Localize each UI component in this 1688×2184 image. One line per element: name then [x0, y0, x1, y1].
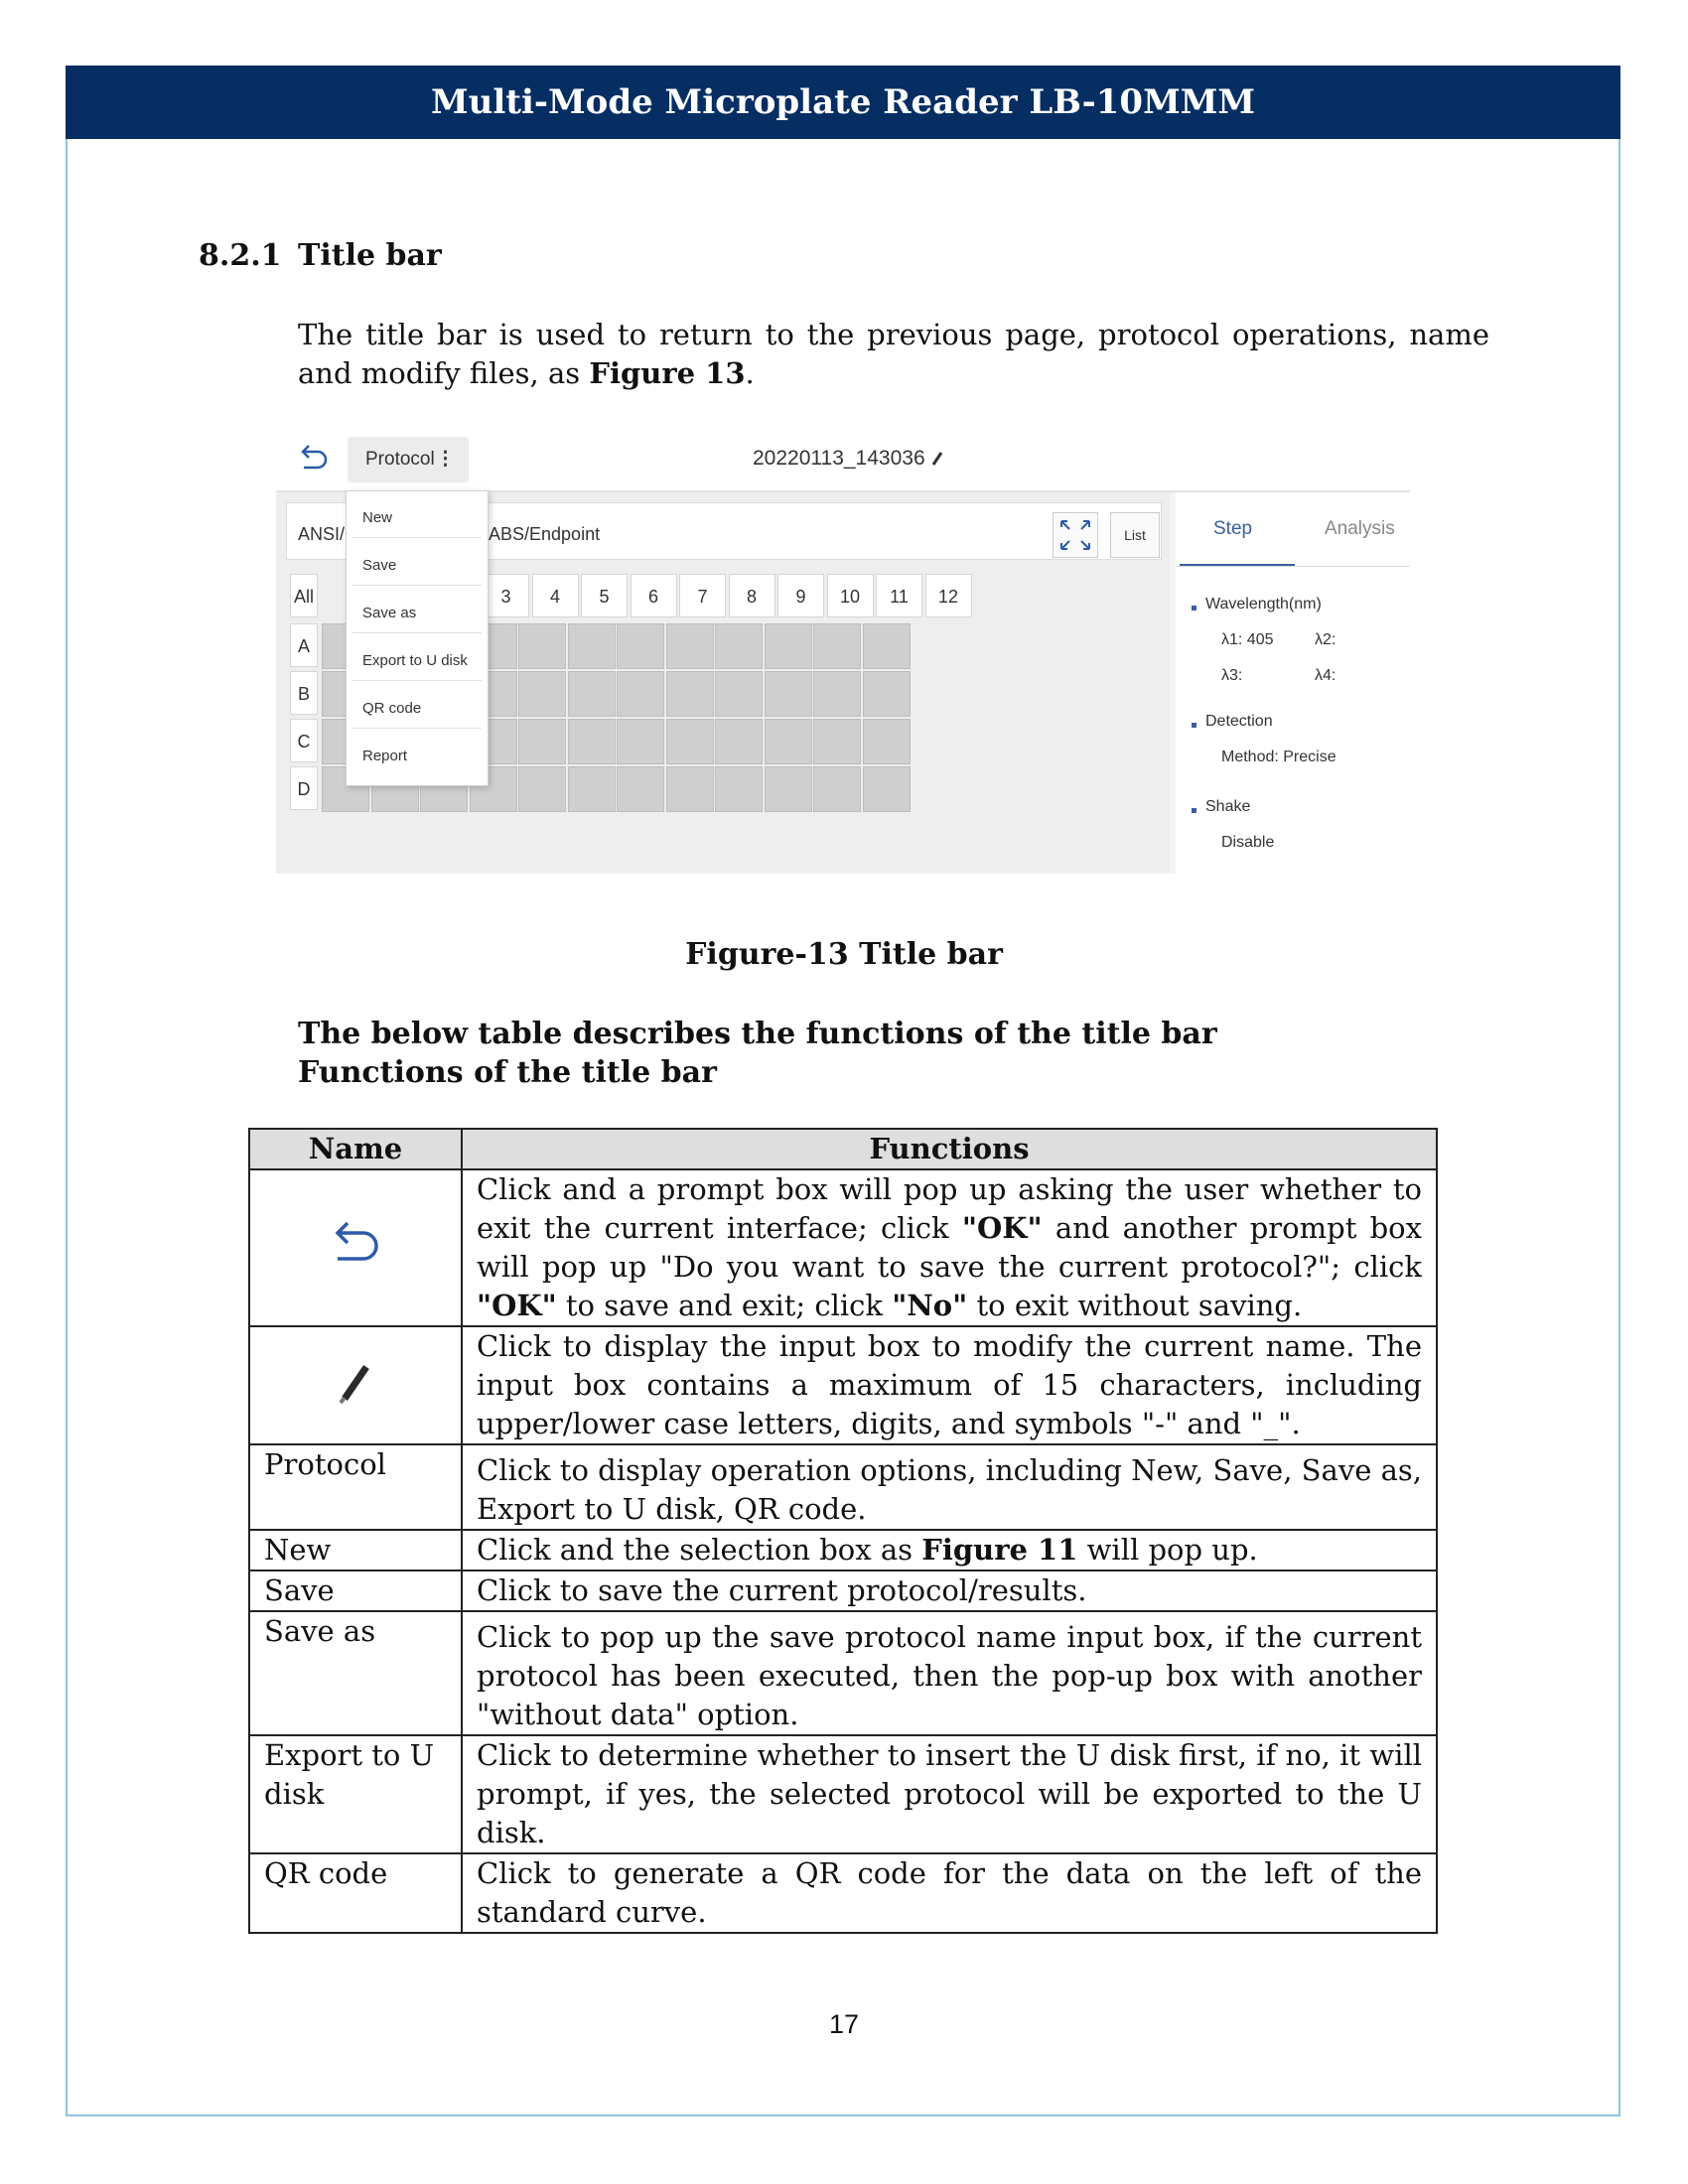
- plate-well[interactable]: [568, 623, 616, 669]
- plate-well[interactable]: [863, 719, 911, 764]
- menu-item-qr-code[interactable]: QR code: [362, 700, 422, 717]
- column-header[interactable]: 7: [679, 574, 726, 617]
- plate-well[interactable]: [568, 671, 616, 717]
- functions-table: [248, 1128, 1438, 1934]
- protocol-label: Protocol: [365, 449, 435, 470]
- plate-well[interactable]: [813, 623, 861, 669]
- fn-text: will pop up.: [1077, 1533, 1258, 1567]
- fn-text: to save and exit; click: [556, 1289, 893, 1322]
- figure-caption: Figure-13 Title bar: [685, 937, 1003, 972]
- intro-end: .: [745, 356, 755, 390]
- menu-item-save-as[interactable]: Save as: [362, 605, 417, 621]
- menu-separator: [352, 537, 482, 538]
- column-header[interactable]: 6: [631, 574, 677, 617]
- intro-figure-ref: Figure 13: [589, 356, 746, 390]
- file-name[interactable]: [753, 447, 944, 471]
- plate-well[interactable]: [715, 719, 763, 764]
- plate-well[interactable]: [666, 671, 714, 717]
- shake-value: Disable: [1221, 834, 1275, 851]
- bullet-icon: [1192, 808, 1196, 813]
- tab-analysis[interactable]: Analysis: [1325, 518, 1395, 539]
- plate-well[interactable]: [518, 766, 566, 812]
- plate-well[interactable]: [666, 623, 714, 669]
- table-row: [249, 1853, 1437, 1933]
- plate-well[interactable]: [765, 766, 812, 812]
- lambda3-value: λ3:: [1221, 667, 1243, 684]
- table-row: [249, 1169, 1437, 1326]
- header-functions: Functions: [462, 1129, 1437, 1169]
- section-heading: [199, 238, 442, 273]
- list-view-button[interactable]: List: [1110, 512, 1160, 558]
- plate-well[interactable]: [765, 623, 812, 669]
- function-cell: Click to save the current protocol/results.: [462, 1570, 1437, 1611]
- page-number: 17: [828, 2009, 860, 2039]
- intro-text: The title bar is used to return to the previous page, protocol operations, name and modify files, as: [298, 318, 1489, 390]
- menu-item-new[interactable]: New: [362, 509, 393, 526]
- table-row: [249, 1735, 1437, 1853]
- section-title: Title bar: [298, 238, 442, 273]
- lambda2-value: λ2:: [1315, 631, 1336, 648]
- read-mode-label: ABS/Endpoint: [489, 524, 601, 544]
- bullet-icon: [1192, 606, 1196, 611]
- fn-text: Click and the selection box as: [477, 1533, 922, 1567]
- function-cell: Click to display the input box to modify the current name. The input box contains a maximum of 15 characters, including upper/lower case letters, digits, and symbols "-" and "_".: [462, 1326, 1437, 1444]
- column-header[interactable]: 12: [925, 574, 972, 617]
- fn-bold: "OK": [477, 1289, 557, 1322]
- side-panel: [1176, 492, 1410, 874]
- lambda1-value: λ1: 405: [1221, 631, 1274, 648]
- expand-icon[interactable]: [1053, 512, 1098, 558]
- fn-bold: "No": [892, 1289, 968, 1322]
- menu-separator: [352, 680, 482, 681]
- plate-well[interactable]: [863, 766, 911, 812]
- function-cell: Click to determine whether to insert the U disk first, if no, it will prompt, if yes, the selected protocol will be exported to the U disk.: [462, 1735, 1437, 1853]
- plate-well[interactable]: [715, 671, 763, 717]
- plate-well[interactable]: [813, 719, 861, 764]
- figure-13-screenshot: [276, 429, 1410, 874]
- menu-item-report[interactable]: Report: [362, 748, 408, 764]
- table-header-row: [249, 1129, 1437, 1169]
- name-cell: Save as: [249, 1611, 462, 1735]
- back-arrow-icon[interactable]: [298, 443, 330, 478]
- name-cell: [249, 1326, 462, 1444]
- plate-well[interactable]: [518, 719, 566, 764]
- menu-item-export[interactable]: Export to U disk: [362, 652, 468, 669]
- function-cell: [462, 1169, 1437, 1326]
- plate-well[interactable]: [863, 623, 911, 669]
- plate-well[interactable]: [863, 671, 911, 717]
- plate-well[interactable]: [715, 623, 763, 669]
- tab-step[interactable]: Step: [1213, 518, 1253, 539]
- pencil-icon[interactable]: [930, 451, 944, 467]
- shake-title: Shake: [1205, 798, 1251, 815]
- row-header[interactable]: B: [290, 671, 318, 715]
- table-description: The below table describes the functions of the title bar: [298, 1017, 1217, 1051]
- plate-well[interactable]: [617, 719, 664, 764]
- plate-well[interactable]: [617, 623, 664, 669]
- plate-well[interactable]: [765, 671, 812, 717]
- name-cell: [249, 1169, 462, 1326]
- header-name: Name: [249, 1129, 462, 1169]
- column-header[interactable]: 3: [483, 574, 529, 617]
- column-header[interactable]: 4: [532, 574, 579, 617]
- section-number: 8.2.1: [199, 238, 282, 273]
- column-header[interactable]: 10: [827, 574, 874, 617]
- plate-well[interactable]: [518, 623, 566, 669]
- name-cell: Save: [249, 1570, 462, 1611]
- intro-paragraph: [298, 316, 1489, 393]
- protocol-menu-button[interactable]: [348, 437, 469, 482]
- file-name-text: 20220113_143036: [753, 447, 925, 470]
- detection-title: Detection: [1205, 713, 1273, 730]
- plate-type-label: ANSI/: [298, 524, 346, 544]
- wavelength-title: Wavelength(nm): [1205, 596, 1322, 613]
- function-cell: Click to display operation options, including New, Save, Save as, Export to U disk, QR code.: [462, 1444, 1437, 1530]
- column-header[interactable]: 9: [777, 574, 824, 617]
- plate-well[interactable]: [617, 671, 664, 717]
- table-row: [249, 1570, 1437, 1611]
- plate-well[interactable]: [715, 766, 763, 812]
- plate-well[interactable]: [666, 766, 714, 812]
- function-cell: Click to generate a QR code for the data on the left of the standard curve.: [462, 1853, 1437, 1933]
- lambda4-value: λ4:: [1315, 667, 1336, 684]
- column-header[interactable]: 8: [729, 574, 775, 617]
- plate-well[interactable]: [568, 719, 616, 764]
- select-all-button[interactable]: All: [290, 574, 318, 617]
- plate-well[interactable]: [765, 719, 812, 764]
- function-cell: Click to pop up the save protocol name input box, if the current protocol has been executed, then the pop-up box with another "without data" option.: [462, 1611, 1437, 1735]
- fn-text: and another prompt box will pop up "Do you want to save the current protocol?"; click: [477, 1211, 1422, 1284]
- menu-separator: [352, 728, 482, 729]
- page-banner: Multi-Mode Microplate Reader LB-10MMM: [66, 66, 1620, 139]
- plate-well[interactable]: [518, 671, 566, 717]
- name-cell: Export to U disk: [249, 1735, 462, 1853]
- row-header[interactable]: A: [290, 623, 318, 667]
- more-vertical-icon: ⋮: [436, 449, 455, 470]
- plate-well[interactable]: [568, 766, 616, 812]
- name-cell: New: [249, 1530, 462, 1570]
- table-row: [249, 1326, 1437, 1444]
- fn-text: Click and a prompt box will pop up asking the user whether to exit the current interface; click: [477, 1172, 1422, 1245]
- protocol-dropdown-menu: [346, 490, 489, 786]
- menu-separator: [352, 632, 482, 633]
- column-header[interactable]: 11: [876, 574, 922, 617]
- fn-bold: Figure 11: [921, 1533, 1078, 1567]
- plate-well[interactable]: [666, 719, 714, 764]
- name-cell: Protocol: [249, 1444, 462, 1530]
- menu-separator: [352, 585, 482, 586]
- plate-well[interactable]: [813, 671, 861, 717]
- menu-item-save[interactable]: Save: [362, 557, 397, 574]
- plate-well[interactable]: [617, 766, 664, 812]
- fn-bold: "OK": [961, 1211, 1043, 1245]
- name-cell: QR code: [249, 1853, 462, 1933]
- pencil-icon: [331, 1351, 380, 1411]
- table-row: [249, 1530, 1437, 1570]
- tab-divider: [1176, 566, 1410, 567]
- plate-well[interactable]: [813, 766, 861, 812]
- detection-method: Method: Precise: [1221, 749, 1336, 765]
- fn-text: to exit without saving.: [967, 1289, 1303, 1322]
- function-cell: [462, 1530, 1437, 1570]
- bullet-icon: [1192, 723, 1196, 728]
- table-row: [249, 1611, 1437, 1735]
- row-header[interactable]: C: [290, 719, 318, 762]
- back-arrow-icon: [326, 1215, 385, 1271]
- table-row: [249, 1444, 1437, 1530]
- row-header[interactable]: D: [290, 766, 318, 810]
- column-header[interactable]: 5: [581, 574, 628, 617]
- table-title: Functions of the title bar: [298, 1055, 717, 1090]
